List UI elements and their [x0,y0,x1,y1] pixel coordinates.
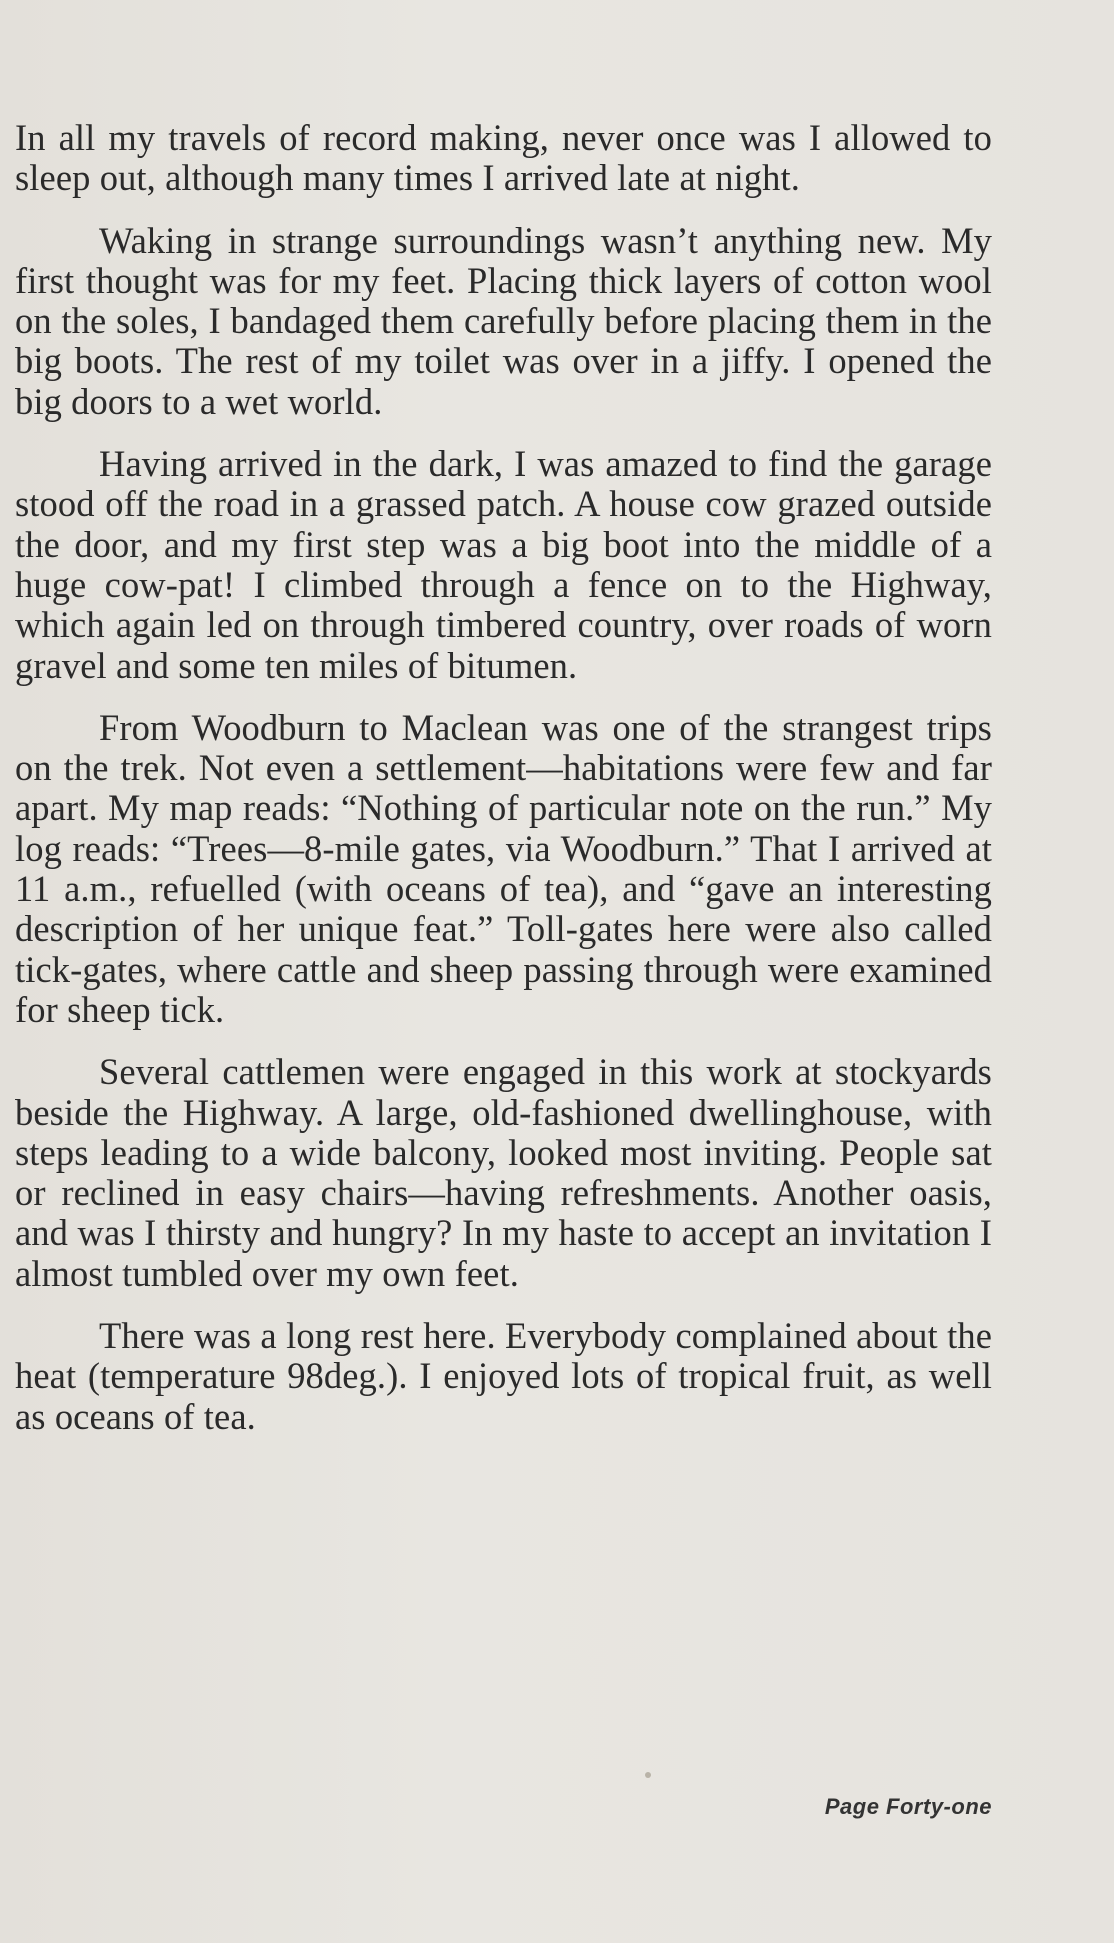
paragraph: In all my travels of record making, never once was I allowed to sleep out, although many times I arrived late at night. [15,117,992,199]
page-number: Page Forty-one [824,1794,992,1819]
paragraph: Having arrived in the dark, I was amazed to find the garage stood off the road in a grassed patch. A house cow grazed outside the door, and my first step was a big boot into the middle of a huge cow-pat! I climbed through a fence on to the Highway, which again led on through timbered country, over roads of worn gravel and some ten miles of bitumen. [15,443,992,686]
paragraph: Waking in strange surroundings wasn’t anything new. My first thought was for my feet. Placing thick layers of cotton wool on the soles, I bandaged them carefully before placing them in the big boots. The rest of my toilet was over in a jiffy. I opened the big doors to a wet world. [15,219,992,422]
print-speck [645,1772,651,1778]
paragraph: From Woodburn to Maclean was one of the strangest trips on the trek. Not even a settlement—habitations were few and far apart. My map reads: “Nothing of particular note on the run.” My log reads: “Trees—8-mile gates, via Woodburn.” That I arrived at 11 a.m., refuelled (with oceans of tea), and “gave an interesting description of her unique feat.” Toll-gates here were also called tick-gates, where cattle and sheep passing through were examined for sheep tick. [15,706,992,1030]
paragraph: There was a long rest here. Everybody complained about the heat (temperature 98deg.). I enjoyed lots of tropical fruit, as well as oceans of tea. [15,1315,992,1437]
body-text [15,118,992,1459]
paragraph: Several cattlemen were engaged in this work at stockyards beside the Highway. A large, old-fashioned dwellinghouse, with steps leading to a wide balcony, looked most inviting. People sat or reclined in easy chairs—having refreshments. Another oasis, and was I thirsty and hungry? In my haste to accept an invitation I almost tumbled over my own feet. [15,1051,992,1294]
